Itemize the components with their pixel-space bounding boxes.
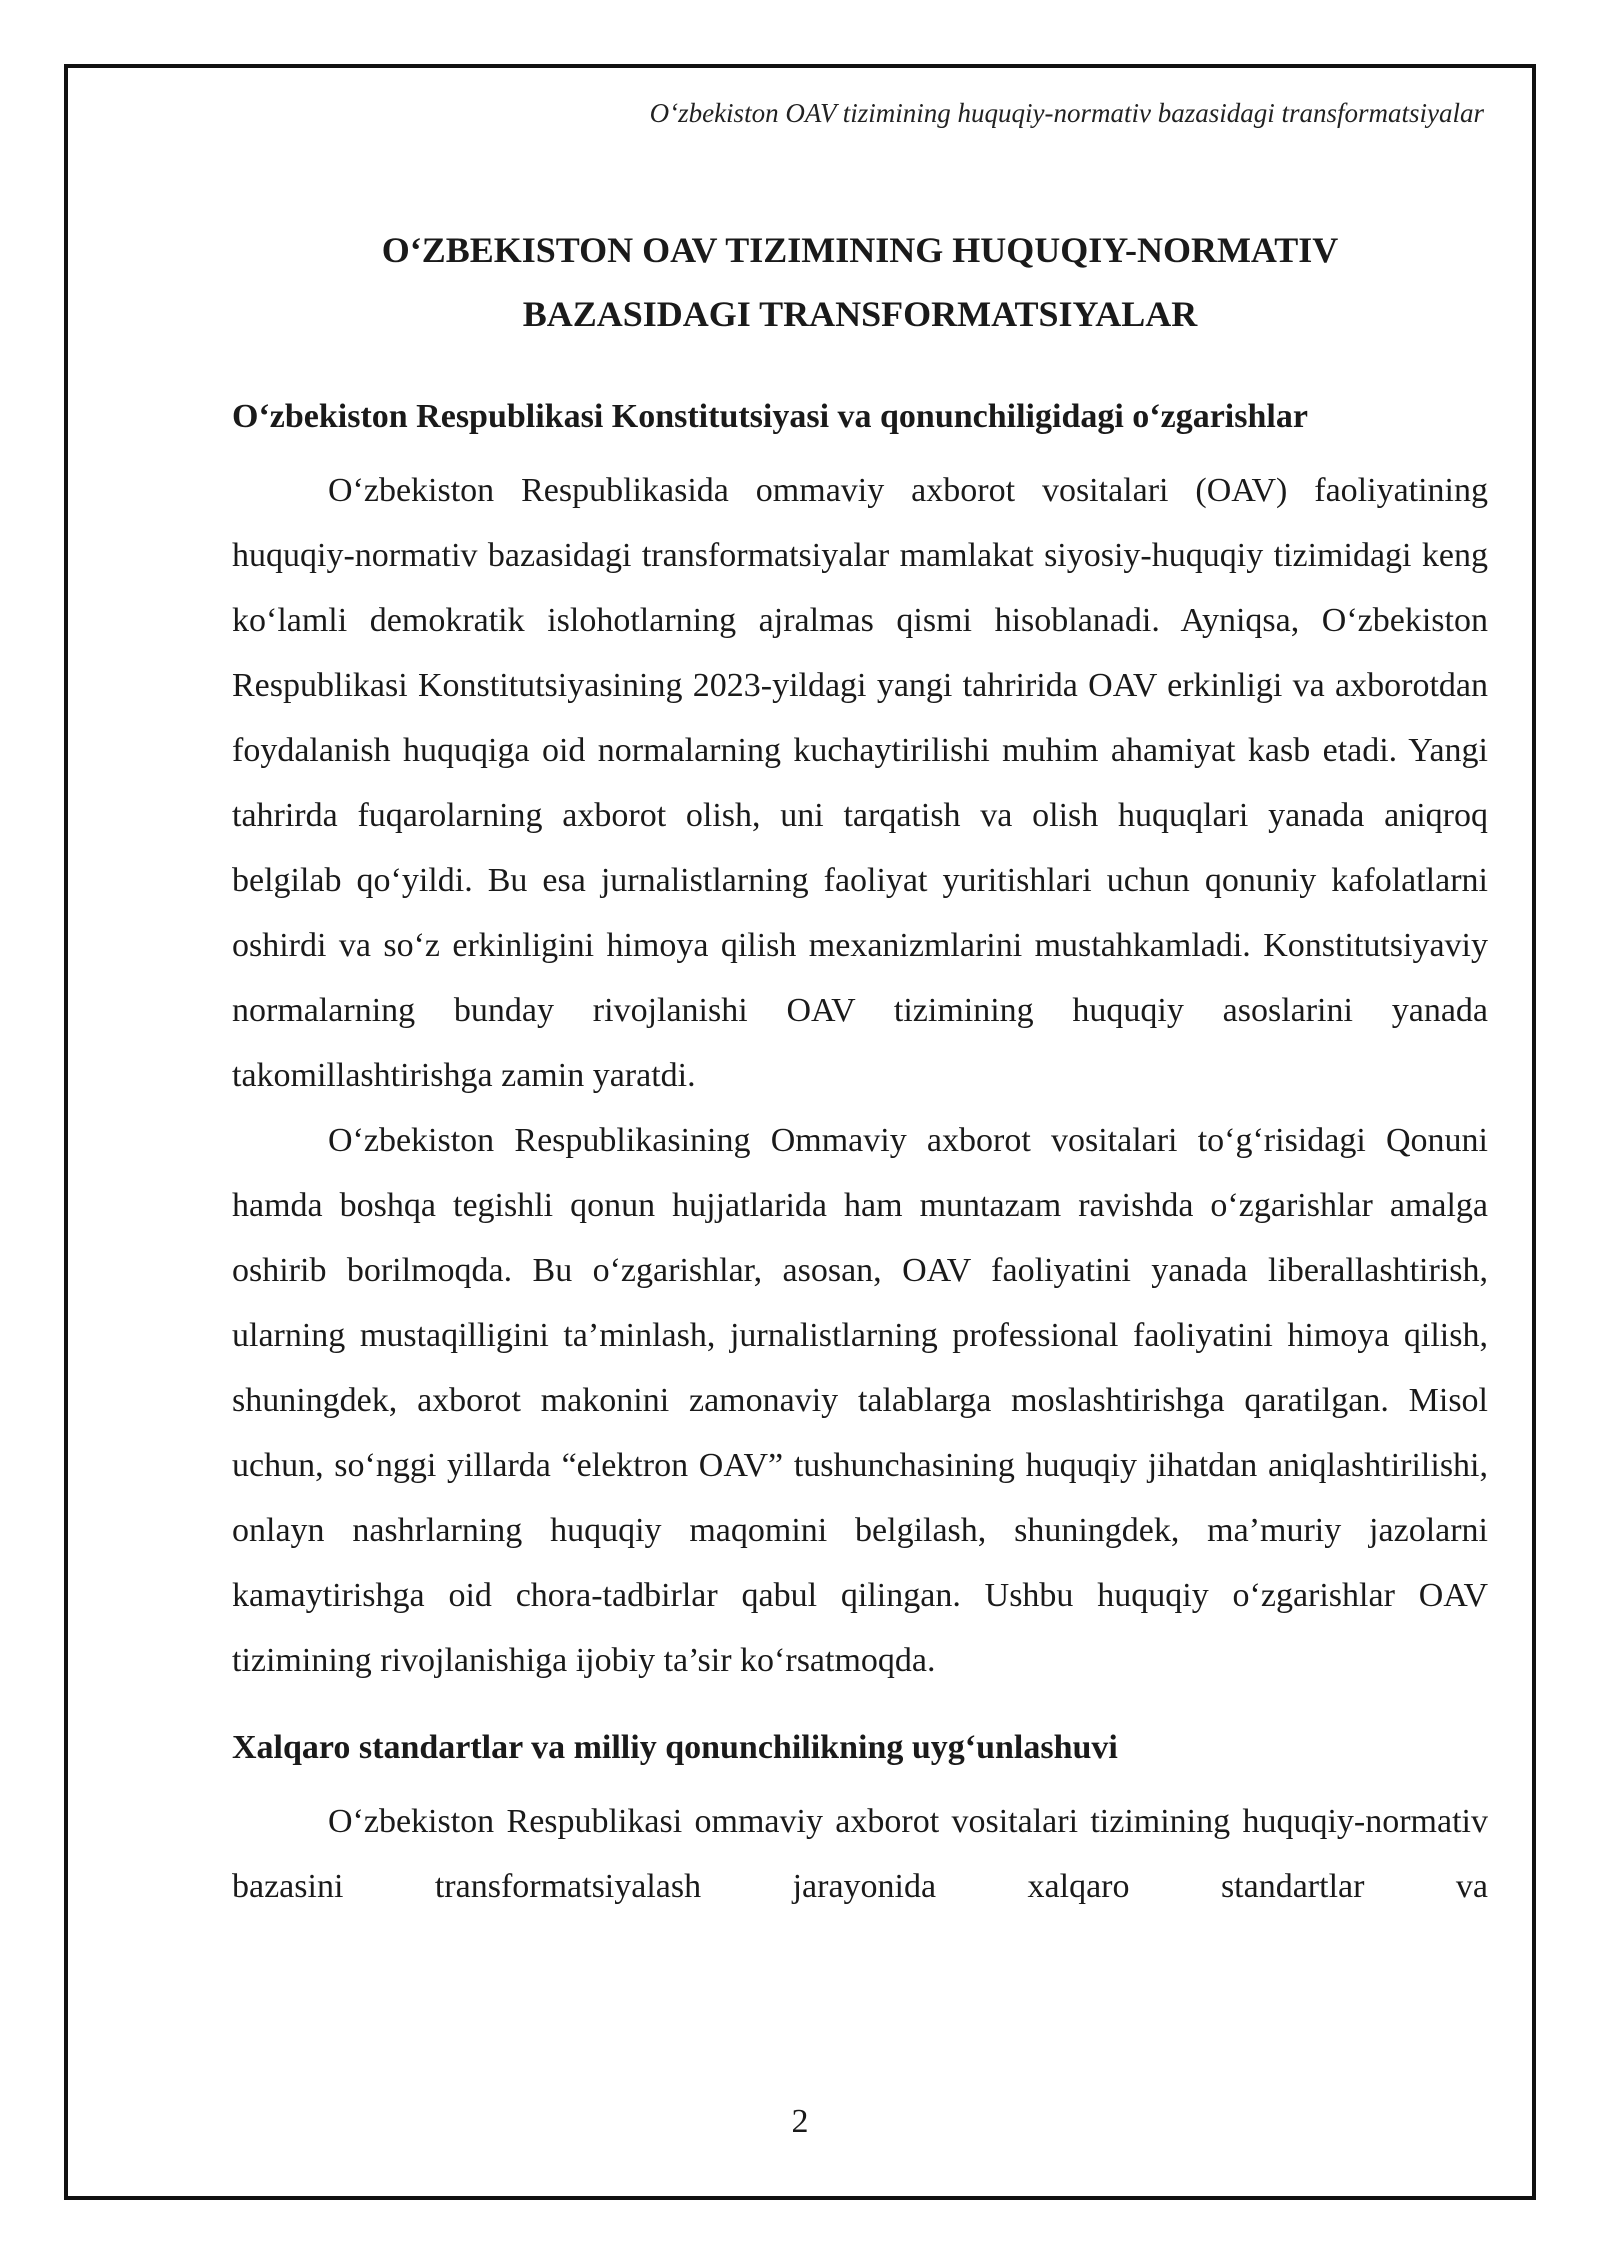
section-heading: O‘zbekiston Respublikasi Konstitutsiyasi va qonunchiligidagi o‘zgarishlar [232, 398, 1308, 435]
page-frame [64, 64, 1536, 2200]
title-line-1: O‘ZBEKISTON OAV TIZIMINING HUQUQIY-NORMATIV [381, 230, 1339, 270]
document-body [232, 218, 1488, 1919]
title-line-2: BAZASIDAGI TRANSFORMATSIYALAR [522, 294, 1198, 334]
paragraph: O‘zbekiston Respublikasida ommaviy axborot vositalari (OAV) faoliyatining huquqiy-normativ bazasidagi transformatsiyalar mamlakat siyosiy-huquqiy tizimidagi keng ko‘lamli demokratik islohotlarning ajralmas qismi hisoblanadi. Ayniqsa, O‘zbekiston Respublikasi Konstitutsiyasining 2023-yildagi yangi tahririda OAV erkinligi va axborotdan foydalanish huquqiga oid normalarning kuchaytirilishi muhim ahamiyat kasb etadi. Yangi tahrirda fuqarolarning axborot olish, uni tarqatish va olish huquqlari yanada aniqroq belgilab qo‘yildi. Bu esa jurnalistlarning faoliyat yuritishlari uchun qonuniy kafolatlarni oshirdi va so‘z erkinligini himoya qilish mexanizmlarini mustahkamladi. Konstitutsiyaviy normalarning bunday rivojlanishi OAV tizimining huquqiy asoslarini yanada takomillashtirishga zamin yaratdi. [232, 472, 1488, 1094]
page-number: 2 [791, 2103, 809, 2140]
section-heading: Xalqaro standartlar va milliy qonunchilikning uyg‘unlashuvi [232, 1729, 1118, 1766]
running-header: O‘zbekiston OAV tizimining huquqiy-normativ bazasidagi transformatsiyalar [649, 98, 1484, 128]
document-title [232, 218, 1488, 346]
paragraph: O‘zbekiston Respublikasining Ommaviy axborot vositalari to‘g‘risidagi Qonuni hamda boshqa tegishli qonun hujjatlarida ham muntazam ravishda o‘zgarishlar amalga oshirib borilmoqda. Bu o‘zgarishlar, asosan, OAV faoliyatini yanada liberallashtirish, ularning mustaqilligini ta’minlash, jurnalistlarning professional faoliyatini himoya qilish, shuningdek, axborot makonini zamonaviy talablarga moslashtirishga qaratilgan. Misol uchun, so‘nggi yillarda “elektron OAV” tushunchasining huquqiy jihatdan aniqlashtirilishi, onlayn nashrlarning huquqiy maqomini belgilash, shuningdek, ma’muriy jazolarni kamaytirishga oid chora-tadbirlar qabul qilingan. Ushbu huquqiy o‘zgarishlar OAV tizimining rivojlanishiga ijobiy ta’sir ko‘rsatmoqda. [232, 1122, 1488, 1679]
paragraph: O‘zbekiston Respublikasi ommaviy axborot vositalari tizimining huquqiy-normativ bazasini transformatsiyalash jarayonida xalqaro standartlar va [232, 1803, 1488, 1905]
